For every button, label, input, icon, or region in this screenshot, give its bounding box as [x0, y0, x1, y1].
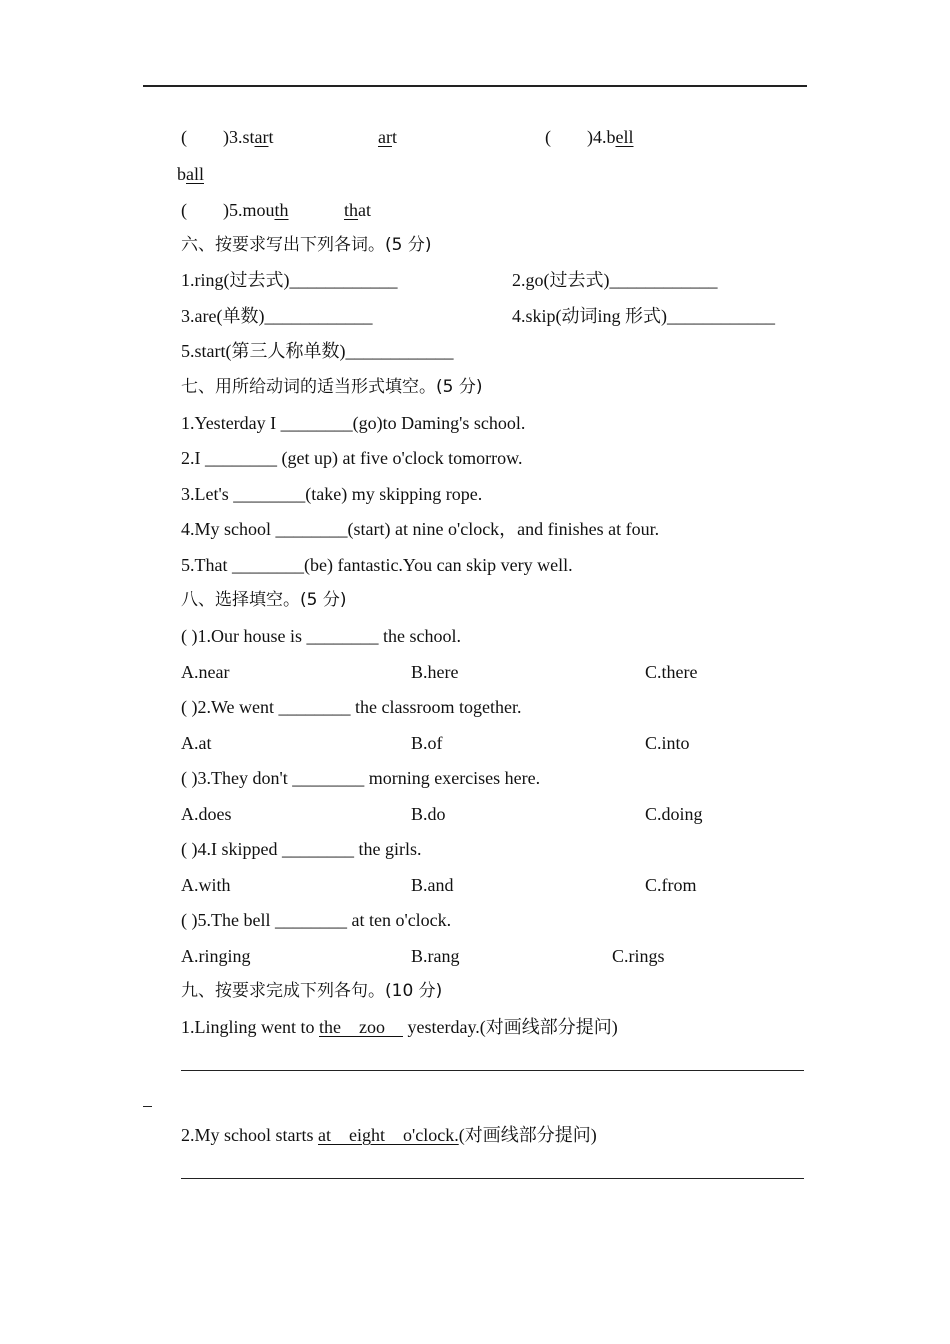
s8-q3-option-a[interactable]: A.does: [181, 804, 232, 824]
s6-item-1[interactable]: 1.ring(过去式)____________: [181, 270, 398, 290]
s8-q1-option-a[interactable]: A.near: [181, 662, 230, 682]
s8-q4-option-b[interactable]: B.and: [411, 875, 454, 895]
s8-q1-option-b[interactable]: B.here: [411, 662, 459, 682]
phonics-q3: ( )3.start: [181, 127, 274, 147]
s7-item-3[interactable]: 3.Let's ________(take) my skipping rope.: [181, 484, 483, 504]
s6-item-2[interactable]: 2.go(过去式)____________: [512, 270, 718, 290]
s6-item-3[interactable]: 3.are(单数)____________: [181, 306, 373, 326]
header-rule: [143, 85, 807, 87]
s8-question-2[interactable]: ( )2.We went ________ the classroom together.: [181, 697, 522, 717]
s8-q2-option-a[interactable]: A.at: [181, 733, 212, 753]
s8-question-4[interactable]: ( )4.I skipped ________ the girls.: [181, 839, 422, 859]
s7-item-5[interactable]: 5.That ________(be) fantastic.You can skip very well.: [181, 555, 573, 575]
phonics-q4: ( )4.bell: [545, 127, 634, 147]
phonics-q3-word2: art: [378, 127, 397, 147]
phonics-q5: ( )5.mouth: [181, 200, 289, 220]
s8-q4-option-a[interactable]: A.with: [181, 875, 231, 895]
s8-question-3[interactable]: ( )3.They don't ________ morning exercises here.: [181, 768, 541, 788]
s8-question-1[interactable]: ( )1.Our house is ________ the school.: [181, 626, 461, 646]
s8-q3-option-b[interactable]: B.do: [411, 804, 446, 824]
phonics-q5-word2: that: [344, 200, 372, 220]
section-8-heading: 八、选择填空。(5 分): [181, 590, 347, 610]
s8-q1-option-c[interactable]: C.there: [645, 662, 698, 682]
s6-item-4[interactable]: 4.skip(动词ing 形式)____________: [512, 306, 775, 326]
section-9-heading: 九、按要求完成下列各句。(10 分): [181, 981, 443, 1001]
answer-paren[interactable]: (: [181, 200, 187, 220]
s7-item-1[interactable]: 1.Yesterday I ________(go)to Daming's school.: [181, 413, 526, 433]
s9-answer-line-2[interactable]: [181, 1178, 804, 1179]
answer-paren[interactable]: (: [181, 127, 187, 147]
s8-q4-option-c[interactable]: C.from: [645, 875, 697, 895]
s8-q3-option-c[interactable]: C.doing: [645, 804, 703, 824]
s6-item-5[interactable]: 5.start(第三人称单数)____________: [181, 341, 454, 361]
s8-q2-option-b[interactable]: B.of: [411, 733, 443, 753]
s9-question-2: 2.My school starts at eight o'clock.(对画线部分提问): [181, 1125, 597, 1145]
section-7-heading: 七、用所给动词的适当形式填空。(5 分): [181, 377, 483, 397]
section-6-heading: 六、按要求写出下列各词。(5 分): [181, 235, 432, 255]
s8-question-5[interactable]: ( )5.The bell ________ at ten o'clock.: [181, 910, 452, 930]
phonics-q4-word2: ball: [177, 164, 204, 184]
answer-paren[interactable]: (: [545, 127, 551, 147]
s7-item-2[interactable]: 2.I ________ (get up) at five o'clock tomorrow.: [181, 448, 523, 468]
s9-answer-line-1[interactable]: [181, 1070, 804, 1071]
s8-q5-option-b[interactable]: B.rang: [411, 946, 460, 966]
s8-q2-option-c[interactable]: C.into: [645, 733, 690, 753]
s8-q5-option-a[interactable]: A.ringing: [181, 946, 251, 966]
s7-item-4[interactable]: 4.My school ________(start) at nine o'clock，and finishes at four.: [181, 519, 660, 539]
s8-q5-option-c[interactable]: C.rings: [612, 946, 665, 966]
s9-answer-line-1-end: [143, 1106, 152, 1107]
s9-question-1: 1.Lingling went to the zoo yesterday.(对画线部分提问): [181, 1017, 618, 1037]
